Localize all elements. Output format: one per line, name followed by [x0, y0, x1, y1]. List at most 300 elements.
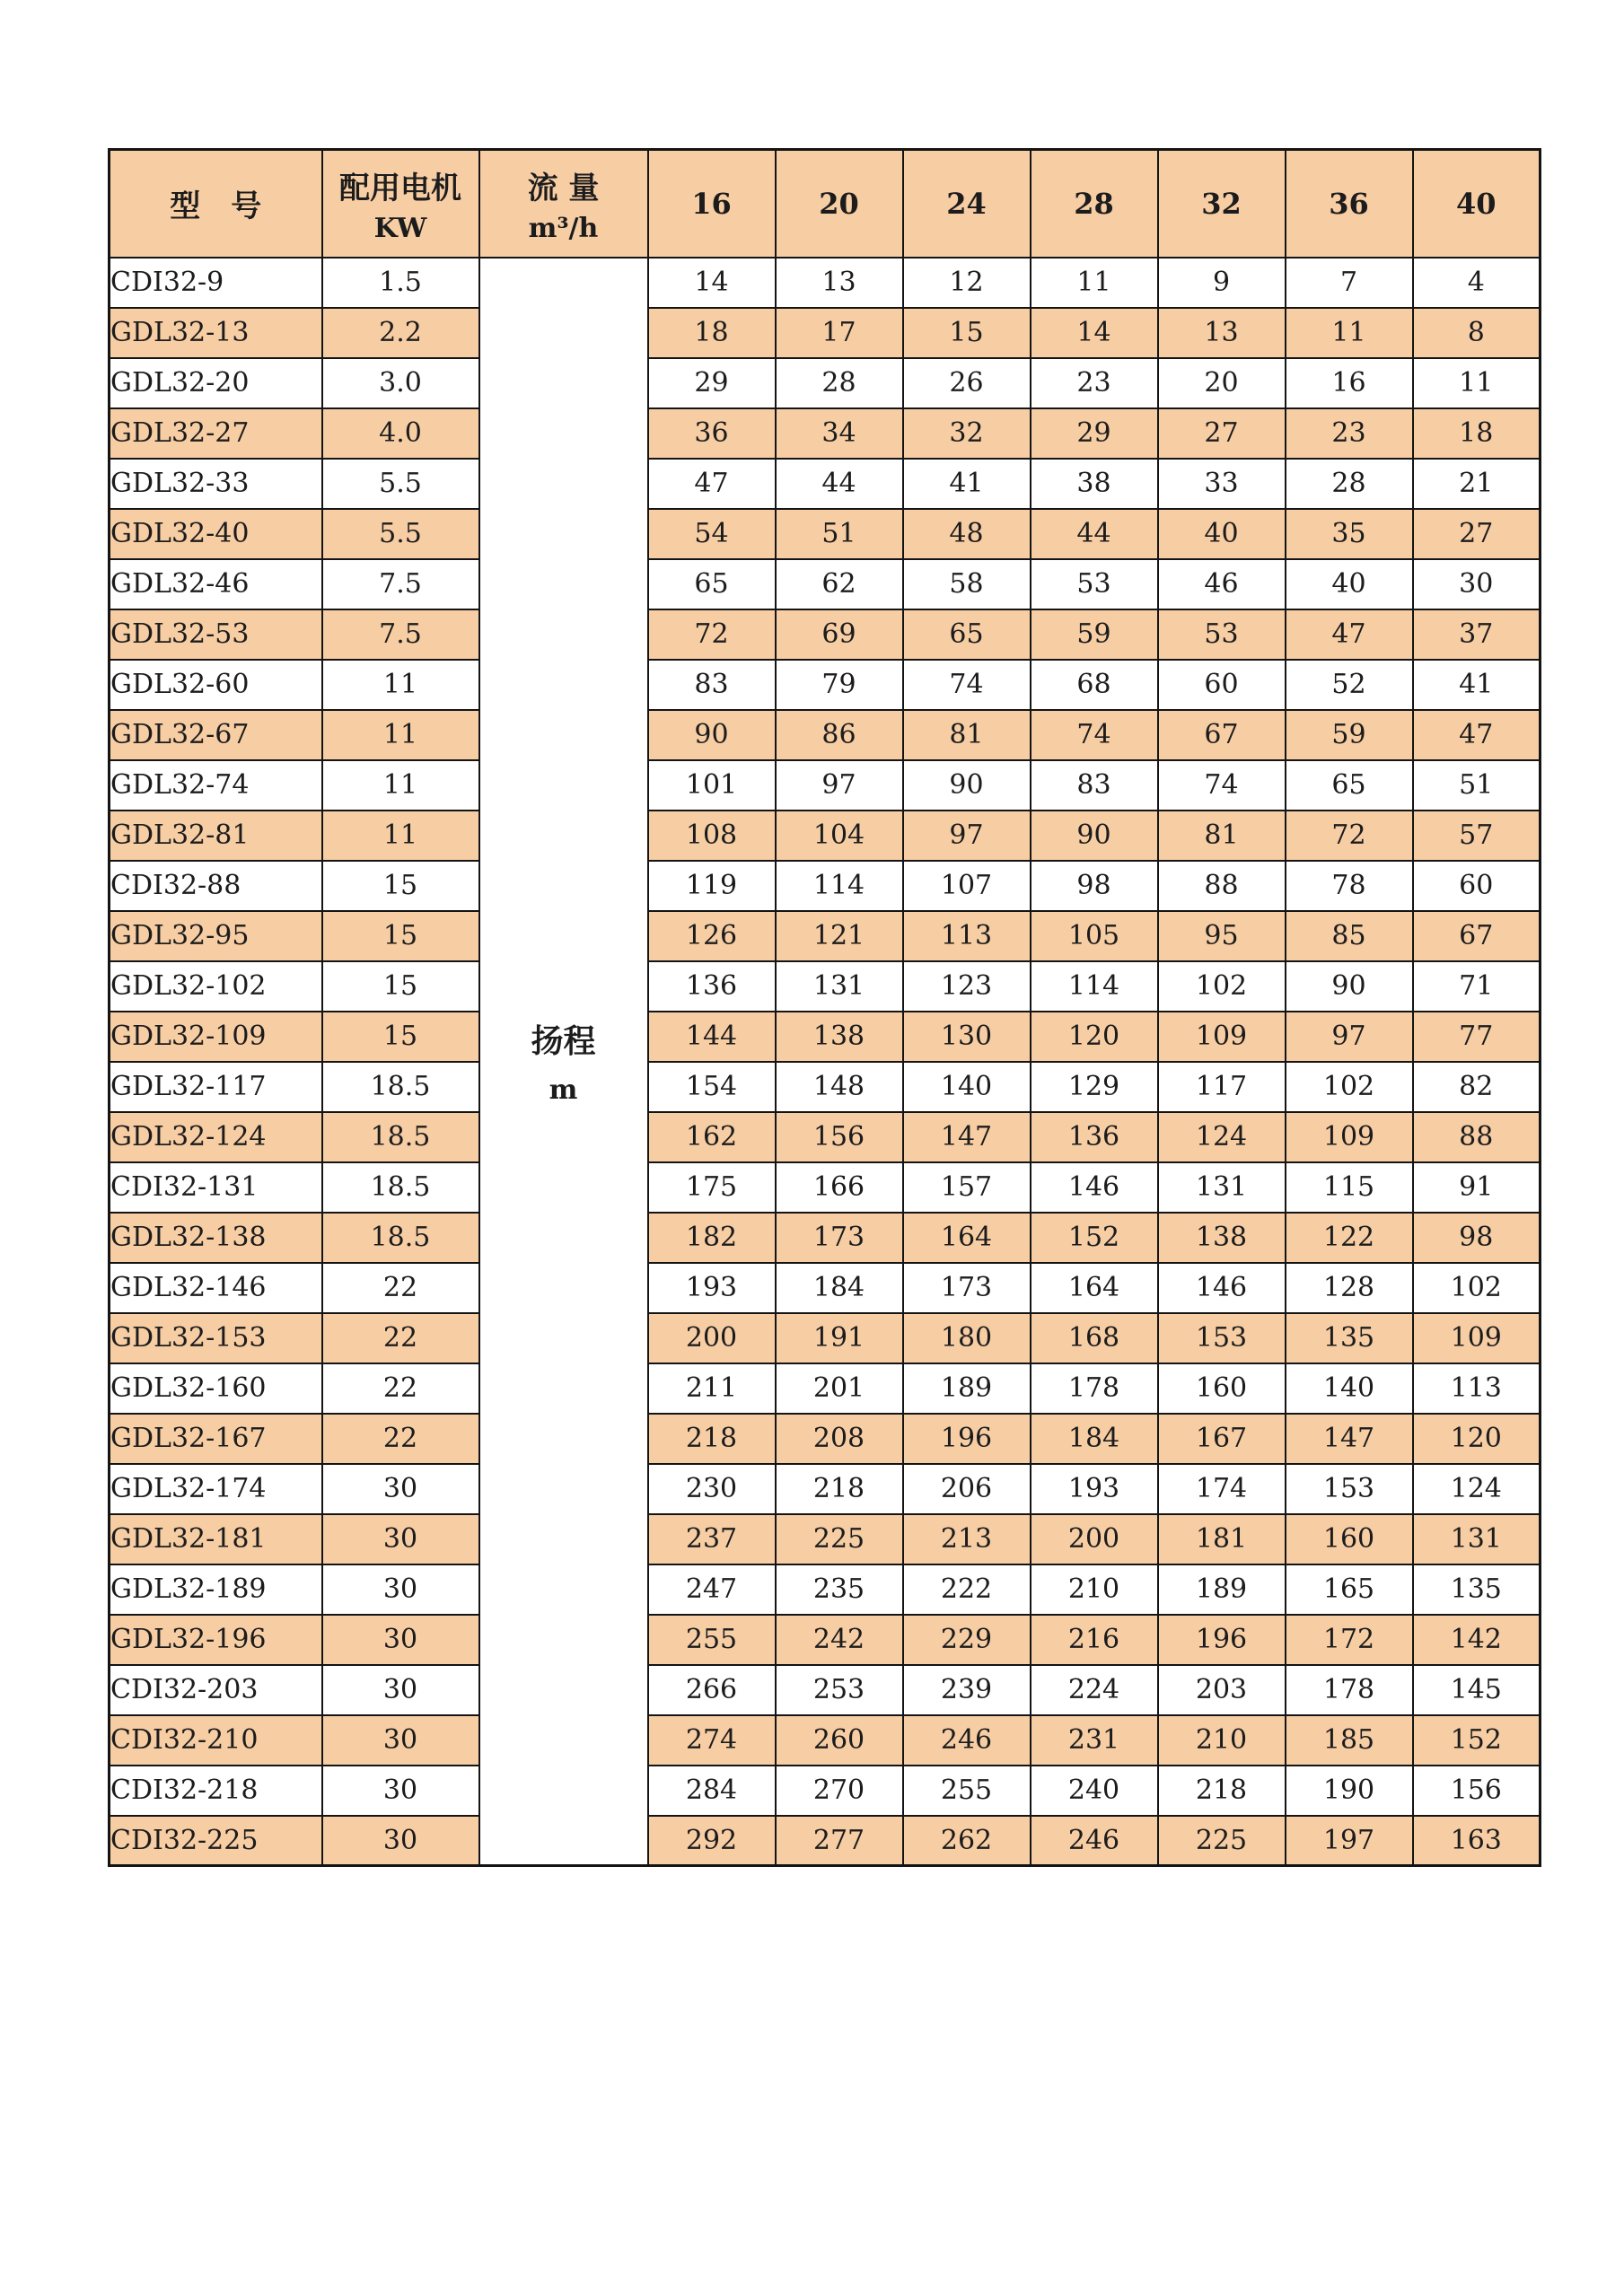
model-cell: GDL32-160 — [110, 1363, 322, 1414]
table-row — [110, 258, 1541, 308]
value-cell: 113 — [1413, 1363, 1541, 1414]
value-cell: 113 — [903, 911, 1031, 961]
kw-cell: 4.0 — [322, 408, 479, 459]
kw-cell: 7.5 — [322, 609, 479, 660]
model-cell: GDL32-153 — [110, 1313, 322, 1363]
value-cell: 160 — [1286, 1514, 1413, 1564]
kw-cell: 22 — [322, 1263, 479, 1313]
header-model — [110, 150, 322, 258]
value-cell: 85 — [1286, 911, 1413, 961]
model-cell: GDL32-181 — [110, 1514, 322, 1564]
value-cell: 4 — [1413, 258, 1541, 308]
table-row — [110, 1816, 1541, 1866]
value-cell: 247 — [648, 1564, 776, 1615]
value-cell: 117 — [1158, 1062, 1286, 1112]
kw-cell: 30 — [322, 1665, 479, 1715]
value-cell: 270 — [776, 1766, 903, 1816]
value-cell: 88 — [1413, 1112, 1541, 1162]
value-cell: 13 — [1158, 308, 1286, 358]
kw-cell: 5.5 — [322, 509, 479, 559]
value-cell: 18 — [1413, 408, 1541, 459]
value-cell: 97 — [776, 760, 903, 811]
table-row — [110, 1514, 1541, 1564]
value-cell: 23 — [1031, 358, 1158, 408]
value-cell: 37 — [1413, 609, 1541, 660]
kw-cell: 15 — [322, 911, 479, 961]
header-flow-col: 24 — [903, 150, 1031, 258]
value-cell: 225 — [776, 1514, 903, 1564]
value-cell: 97 — [1286, 1012, 1413, 1062]
value-cell: 11 — [1286, 308, 1413, 358]
value-cell: 225 — [1158, 1816, 1286, 1866]
value-cell: 95 — [1158, 911, 1286, 961]
table-body — [110, 258, 1541, 1866]
kw-cell: 30 — [322, 1464, 479, 1514]
value-cell: 83 — [648, 660, 776, 710]
value-cell: 140 — [903, 1062, 1031, 1112]
value-cell: 274 — [648, 1715, 776, 1766]
value-cell: 231 — [1031, 1715, 1158, 1766]
value-cell: 65 — [903, 609, 1031, 660]
value-cell: 14 — [1031, 308, 1158, 358]
value-cell: 109 — [1286, 1112, 1413, 1162]
value-cell: 122 — [1286, 1213, 1413, 1263]
value-cell: 79 — [776, 660, 903, 710]
value-cell: 47 — [1286, 609, 1413, 660]
value-cell: 115 — [1286, 1162, 1413, 1213]
value-cell: 135 — [1286, 1313, 1413, 1363]
value-cell: 114 — [776, 861, 903, 911]
kw-cell: 30 — [322, 1816, 479, 1866]
table-row — [110, 358, 1541, 408]
value-cell: 216 — [1031, 1615, 1158, 1665]
value-cell: 67 — [1413, 911, 1541, 961]
value-cell: 196 — [1158, 1615, 1286, 1665]
kw-cell: 5.5 — [322, 459, 479, 509]
value-cell: 175 — [648, 1162, 776, 1213]
table-row — [110, 1414, 1541, 1464]
model-cell: GDL32-27 — [110, 408, 322, 459]
model-cell: CDI32-9 — [110, 258, 322, 308]
value-cell: 240 — [1031, 1766, 1158, 1816]
value-cell: 9 — [1158, 258, 1286, 308]
value-cell: 184 — [776, 1263, 903, 1313]
value-cell: 36 — [648, 408, 776, 459]
value-cell: 51 — [776, 509, 903, 559]
value-cell: 136 — [648, 961, 776, 1012]
header-flow-label: 流 量 — [527, 170, 600, 206]
value-cell: 51 — [1413, 760, 1541, 811]
value-cell: 178 — [1031, 1363, 1158, 1414]
value-cell: 74 — [903, 660, 1031, 710]
value-cell: 229 — [903, 1615, 1031, 1665]
table-row — [110, 1213, 1541, 1263]
table-row — [110, 760, 1541, 811]
table-row — [110, 1313, 1541, 1363]
kw-cell: 30 — [322, 1766, 479, 1816]
kw-cell: 11 — [322, 660, 479, 710]
value-cell: 90 — [648, 710, 776, 760]
header-row — [110, 150, 1541, 258]
value-cell: 213 — [903, 1514, 1031, 1564]
table-row — [110, 1464, 1541, 1514]
value-cell: 105 — [1031, 911, 1158, 961]
value-cell: 166 — [776, 1162, 903, 1213]
value-cell: 54 — [648, 509, 776, 559]
value-cell: 196 — [903, 1414, 1031, 1464]
kw-cell: 15 — [322, 961, 479, 1012]
value-cell: 189 — [1158, 1564, 1286, 1615]
value-cell: 129 — [1031, 1062, 1158, 1112]
value-cell: 121 — [776, 911, 903, 961]
value-cell: 147 — [1286, 1414, 1413, 1464]
table-row — [110, 1363, 1541, 1414]
header-flow-col: 28 — [1031, 150, 1158, 258]
value-cell: 152 — [1413, 1715, 1541, 1766]
value-cell: 109 — [1158, 1012, 1286, 1062]
value-cell: 91 — [1413, 1162, 1541, 1213]
value-cell: 206 — [903, 1464, 1031, 1514]
model-cell: GDL32-53 — [110, 609, 322, 660]
value-cell: 48 — [903, 509, 1031, 559]
table-row — [110, 1062, 1541, 1112]
model-cell: GDL32-74 — [110, 760, 322, 811]
header-flow-col: 32 — [1158, 150, 1286, 258]
value-cell: 62 — [776, 559, 903, 609]
table-row — [110, 1162, 1541, 1213]
value-cell: 193 — [1031, 1464, 1158, 1514]
kw-cell: 7.5 — [322, 559, 479, 609]
value-cell: 184 — [1031, 1414, 1158, 1464]
value-cell: 131 — [1158, 1162, 1286, 1213]
value-cell: 27 — [1158, 408, 1286, 459]
model-cell: CDI32-131 — [110, 1162, 322, 1213]
value-cell: 191 — [776, 1313, 903, 1363]
value-cell: 81 — [903, 710, 1031, 760]
value-cell: 34 — [776, 408, 903, 459]
value-cell: 131 — [776, 961, 903, 1012]
model-cell: GDL32-138 — [110, 1213, 322, 1263]
value-cell: 74 — [1158, 760, 1286, 811]
value-cell: 53 — [1031, 559, 1158, 609]
kw-cell: 3.0 — [322, 358, 479, 408]
value-cell: 128 — [1286, 1263, 1413, 1313]
value-cell: 97 — [903, 811, 1031, 861]
model-cell: GDL32-33 — [110, 459, 322, 509]
value-cell: 222 — [903, 1564, 1031, 1615]
value-cell: 53 — [1158, 609, 1286, 660]
value-cell: 242 — [776, 1615, 903, 1665]
value-cell: 157 — [903, 1162, 1031, 1213]
value-cell: 83 — [1031, 760, 1158, 811]
header-model-label: 型 号 — [170, 188, 262, 225]
value-cell: 218 — [648, 1414, 776, 1464]
value-cell: 164 — [1031, 1263, 1158, 1313]
value-cell: 152 — [1031, 1213, 1158, 1263]
model-cell: CDI32-225 — [110, 1816, 322, 1866]
value-cell: 82 — [1413, 1062, 1541, 1112]
table-row — [110, 1766, 1541, 1816]
model-cell: GDL32-124 — [110, 1112, 322, 1162]
kw-cell: 15 — [322, 861, 479, 911]
table-row — [110, 660, 1541, 710]
value-cell: 11 — [1031, 258, 1158, 308]
value-cell: 131 — [1413, 1514, 1541, 1564]
value-cell: 189 — [903, 1363, 1031, 1414]
value-cell: 185 — [1286, 1715, 1413, 1766]
value-cell: 146 — [1031, 1162, 1158, 1213]
table-row — [110, 308, 1541, 358]
value-cell: 38 — [1031, 459, 1158, 509]
value-cell: 15 — [903, 308, 1031, 358]
head-unit: m — [549, 1074, 578, 1107]
value-cell: 60 — [1158, 660, 1286, 710]
table-row — [110, 609, 1541, 660]
value-cell: 69 — [776, 609, 903, 660]
header-motor-label: 配用电机 — [339, 170, 461, 206]
table-row — [110, 509, 1541, 559]
value-cell: 162 — [648, 1112, 776, 1162]
value-cell: 78 — [1286, 861, 1413, 911]
value-cell: 246 — [1031, 1816, 1158, 1866]
value-cell: 154 — [648, 1062, 776, 1112]
model-cell: GDL32-102 — [110, 961, 322, 1012]
model-cell: GDL32-117 — [110, 1062, 322, 1112]
value-cell: 210 — [1031, 1564, 1158, 1615]
value-cell: 136 — [1031, 1112, 1158, 1162]
value-cell: 135 — [1413, 1564, 1541, 1615]
value-cell: 120 — [1413, 1414, 1541, 1464]
value-cell: 246 — [903, 1715, 1031, 1766]
value-cell: 124 — [1158, 1112, 1286, 1162]
value-cell: 26 — [903, 358, 1031, 408]
value-cell: 86 — [776, 710, 903, 760]
value-cell: 208 — [776, 1414, 903, 1464]
value-cell: 29 — [648, 358, 776, 408]
model-cell: CDI32-218 — [110, 1766, 322, 1816]
table-row — [110, 1715, 1541, 1766]
value-cell: 41 — [903, 459, 1031, 509]
value-cell: 165 — [1286, 1564, 1413, 1615]
value-cell: 44 — [1031, 509, 1158, 559]
value-cell: 178 — [1286, 1665, 1413, 1715]
model-cell: GDL32-189 — [110, 1564, 322, 1615]
value-cell: 18 — [648, 308, 776, 358]
value-cell: 107 — [903, 861, 1031, 911]
value-cell: 255 — [648, 1615, 776, 1665]
value-cell: 12 — [903, 258, 1031, 308]
value-cell: 72 — [648, 609, 776, 660]
table-row — [110, 1665, 1541, 1715]
value-cell: 172 — [1286, 1615, 1413, 1665]
value-cell: 101 — [648, 760, 776, 811]
value-cell: 163 — [1413, 1816, 1541, 1866]
value-cell: 40 — [1286, 559, 1413, 609]
value-cell: 173 — [776, 1213, 903, 1263]
value-cell: 144 — [648, 1012, 776, 1062]
value-cell: 260 — [776, 1715, 903, 1766]
header-flow-col: 16 — [648, 150, 776, 258]
value-cell: 201 — [776, 1363, 903, 1414]
value-cell: 108 — [648, 811, 776, 861]
value-cell: 72 — [1286, 811, 1413, 861]
value-cell: 147 — [903, 1112, 1031, 1162]
value-cell: 102 — [1286, 1062, 1413, 1112]
kw-cell: 15 — [322, 1012, 479, 1062]
value-cell: 123 — [903, 961, 1031, 1012]
value-cell: 23 — [1286, 408, 1413, 459]
value-cell: 193 — [648, 1263, 776, 1313]
value-cell: 52 — [1286, 660, 1413, 710]
value-cell: 173 — [903, 1263, 1031, 1313]
value-cell: 16 — [1286, 358, 1413, 408]
value-cell: 200 — [648, 1313, 776, 1363]
value-cell: 33 — [1158, 459, 1286, 509]
value-cell: 140 — [1286, 1363, 1413, 1414]
value-cell: 57 — [1413, 811, 1541, 861]
value-cell: 126 — [648, 911, 776, 961]
table-row — [110, 911, 1541, 961]
value-cell: 88 — [1158, 861, 1286, 911]
value-cell: 142 — [1413, 1615, 1541, 1665]
model-cell: GDL32-13 — [110, 308, 322, 358]
table-row — [110, 1263, 1541, 1313]
value-cell: 32 — [903, 408, 1031, 459]
table-row — [110, 1615, 1541, 1665]
kw-cell: 30 — [322, 1564, 479, 1615]
value-cell: 98 — [1031, 861, 1158, 911]
value-cell: 59 — [1031, 609, 1158, 660]
header-flow — [479, 150, 648, 258]
value-cell: 104 — [776, 811, 903, 861]
value-cell: 28 — [776, 358, 903, 408]
value-cell: 98 — [1413, 1213, 1541, 1263]
value-cell: 8 — [1413, 308, 1541, 358]
value-cell: 156 — [1413, 1766, 1541, 1816]
model-cell: GDL32-20 — [110, 358, 322, 408]
model-cell: GDL32-46 — [110, 559, 322, 609]
value-cell: 119 — [648, 861, 776, 911]
value-cell: 74 — [1031, 710, 1158, 760]
table-row — [110, 811, 1541, 861]
kw-cell: 11 — [322, 760, 479, 811]
kw-cell: 22 — [322, 1363, 479, 1414]
value-cell: 77 — [1413, 1012, 1541, 1062]
value-cell: 146 — [1158, 1263, 1286, 1313]
value-cell: 237 — [648, 1514, 776, 1564]
value-cell: 148 — [776, 1062, 903, 1112]
value-cell: 203 — [1158, 1665, 1286, 1715]
header-flow-col: 40 — [1413, 150, 1541, 258]
value-cell: 130 — [903, 1012, 1031, 1062]
value-cell: 277 — [776, 1816, 903, 1866]
value-cell: 102 — [1158, 961, 1286, 1012]
model-cell: GDL32-146 — [110, 1263, 322, 1313]
pump-spec-table — [108, 148, 1541, 1867]
value-cell: 182 — [648, 1213, 776, 1263]
value-cell: 262 — [903, 1816, 1031, 1866]
kw-cell: 22 — [322, 1313, 479, 1363]
value-cell: 109 — [1413, 1313, 1541, 1363]
kw-cell: 1.5 — [322, 258, 479, 308]
header-flow-unit: m³/h — [528, 212, 599, 244]
table-row — [110, 459, 1541, 509]
table-row — [110, 710, 1541, 760]
value-cell: 47 — [648, 459, 776, 509]
value-cell: 156 — [776, 1112, 903, 1162]
value-cell: 266 — [648, 1665, 776, 1715]
head-label: 扬程 — [531, 1022, 596, 1061]
value-cell: 68 — [1031, 660, 1158, 710]
table-row — [110, 961, 1541, 1012]
model-cell: GDL32-95 — [110, 911, 322, 961]
value-cell: 235 — [776, 1564, 903, 1615]
value-cell: 138 — [1158, 1213, 1286, 1263]
value-cell: 174 — [1158, 1464, 1286, 1514]
value-cell: 153 — [1158, 1313, 1286, 1363]
value-cell: 181 — [1158, 1514, 1286, 1564]
value-cell: 210 — [1158, 1715, 1286, 1766]
value-cell: 60 — [1413, 861, 1541, 911]
value-cell: 65 — [648, 559, 776, 609]
value-cell: 7 — [1286, 258, 1413, 308]
kw-cell: 22 — [322, 1414, 479, 1464]
value-cell: 200 — [1031, 1514, 1158, 1564]
value-cell: 197 — [1286, 1816, 1413, 1866]
value-cell: 160 — [1158, 1363, 1286, 1414]
header-flow-col: 36 — [1286, 150, 1413, 258]
kw-cell: 30 — [322, 1715, 479, 1766]
header-flow-col: 20 — [776, 150, 903, 258]
model-cell: GDL32-67 — [110, 710, 322, 760]
table-row — [110, 1112, 1541, 1162]
model-cell: GDL32-60 — [110, 660, 322, 710]
value-cell: 46 — [1158, 559, 1286, 609]
value-cell: 120 — [1031, 1012, 1158, 1062]
value-cell: 58 — [903, 559, 1031, 609]
value-cell: 255 — [903, 1766, 1031, 1816]
value-cell: 145 — [1413, 1665, 1541, 1715]
value-cell: 44 — [776, 459, 903, 509]
model-cell: GDL32-167 — [110, 1414, 322, 1464]
model-cell: GDL32-81 — [110, 811, 322, 861]
value-cell: 90 — [1286, 961, 1413, 1012]
value-cell: 90 — [1031, 811, 1158, 861]
value-cell: 65 — [1286, 760, 1413, 811]
value-cell: 153 — [1286, 1464, 1413, 1514]
table-row — [110, 408, 1541, 459]
kw-cell: 18.5 — [322, 1062, 479, 1112]
header-motor-unit: KW — [373, 212, 427, 244]
value-cell: 47 — [1413, 710, 1541, 760]
value-cell: 28 — [1286, 459, 1413, 509]
value-cell: 71 — [1413, 961, 1541, 1012]
model-cell: GDL32-196 — [110, 1615, 322, 1665]
value-cell: 224 — [1031, 1665, 1158, 1715]
value-cell: 218 — [1158, 1766, 1286, 1816]
value-cell: 27 — [1413, 509, 1541, 559]
value-cell: 211 — [648, 1363, 776, 1414]
table-row — [110, 861, 1541, 911]
value-cell: 218 — [776, 1464, 903, 1514]
value-cell: 253 — [776, 1665, 903, 1715]
value-cell: 167 — [1158, 1414, 1286, 1464]
kw-cell: 18.5 — [322, 1112, 479, 1162]
value-cell: 102 — [1413, 1263, 1541, 1313]
value-cell: 13 — [776, 258, 903, 308]
value-cell: 90 — [903, 760, 1031, 811]
model-cell: GDL32-174 — [110, 1464, 322, 1514]
